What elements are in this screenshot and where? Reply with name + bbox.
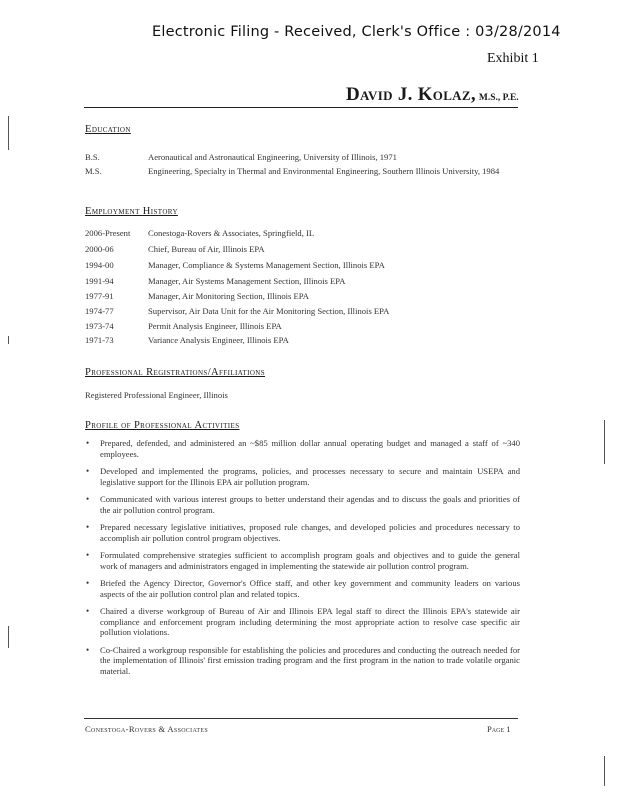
exhibit-label: Exhibit 1 <box>487 51 539 66</box>
employment-row <box>85 321 520 332</box>
employment-role: Variance Analysis Engineer, Illinois EPA <box>148 335 289 345</box>
bullet-icon: • <box>86 522 90 532</box>
employment-role: Chief, Bureau of Air, Illinois EPA <box>148 244 265 254</box>
list-item: • Communicated with various interest groups to better understand their agendas and to discuss the goals and priorities of the air pollution control program. <box>86 494 520 515</box>
employment-years: 1973-74 <box>85 321 114 331</box>
employment-row <box>85 244 520 255</box>
employment-row <box>85 260 520 271</box>
employment-role: Conestoga-Rovers & Associates, Springfield, IL <box>148 228 315 238</box>
list-item: • Formulated comprehensive strategies sufficient to accomplish program goals and objectives and to guide the general work of managers and administrators engaged in implementing the statewide air pollution control program. <box>86 550 520 571</box>
footer-company: Conestoga-Rovers & Associates <box>85 724 208 734</box>
profile-heading: Profile of Professional Activities <box>85 420 240 431</box>
employment-role: Manager, Compliance & Systems Management Section, Illinois EPA <box>148 260 385 270</box>
employment-years: 2006-Present <box>85 228 131 238</box>
list-item: • Developed and implemented the programs, policies, and processes necessary to secure and maintain USEPA and legislative support for the Illinois EPA air pollution program. <box>86 466 520 487</box>
page-number: Page 1 <box>487 724 511 734</box>
bullet-icon: • <box>86 466 90 476</box>
registrations-heading: Professional Registrations/Affiliations <box>85 367 266 378</box>
employment-role: Supervisor, Air Data Unit for the Air Monitoring Section, Illinois EPA <box>148 306 390 316</box>
bullet-icon: • <box>86 494 90 504</box>
list-item: • Prepared, defended, and administered an ~$85 million dollar annual operating budget and managed a staff of ~340 employees. <box>86 438 520 459</box>
degree-label: M.S. <box>85 166 102 176</box>
education-heading: Education <box>85 124 131 135</box>
employment-row <box>85 276 520 287</box>
employment-role: Manager, Air Monitoring Section, Illinois EPA <box>148 291 309 301</box>
list-item: • Briefed the Agency Director, Governor's Office staff, and other key government and community leaders on various aspects of the air pollution control plan and related topics. <box>86 578 520 599</box>
resume-header <box>346 84 519 106</box>
employment-role: Manager, Air Systems Management Section, Illinois EPA <box>148 276 346 286</box>
education-row <box>85 166 520 177</box>
list-item: • Co-Chaired a workgroup responsible for establishing the policies and procedures and conducting the outreach needed for the implementation of Illinois' first emission trading program and the first program in the nation to trade volatile organic material. <box>86 644 520 677</box>
employment-years: 1977-91 <box>85 291 114 301</box>
person-name: David J. Kolaz, <box>346 84 476 105</box>
activities-list <box>84 438 520 683</box>
employment-row <box>85 228 520 239</box>
bullet-icon: • <box>86 606 90 616</box>
list-item: • Prepared necessary legislative initiatives, proposed rule changes, and developed policies and procedures necessary to accomplish air pollution control program objectives. <box>86 522 520 543</box>
list-item: • Chaired a diverse workgroup of Bureau of Air and Illinois EPA legal staff to direct the Illinois EPA's statewide air compliance and enforcement program including determining the most appropriate action to resolve case specific air pollution violations. <box>86 606 520 638</box>
education-row <box>85 152 520 163</box>
employment-heading: Employment History <box>85 206 178 217</box>
scan-mark <box>8 626 9 648</box>
bullet-icon: • <box>86 438 90 448</box>
scan-mark <box>8 116 9 150</box>
bullet-icon: • <box>86 578 90 588</box>
employment-years: 2000-06 <box>85 244 114 254</box>
header-rule <box>84 107 518 108</box>
employment-row <box>85 335 520 346</box>
degree-detail: Engineering, Specialty in Thermal and Environmental Engineering, Southern Illinois University, 1984 <box>148 166 500 176</box>
scan-mark <box>604 420 605 464</box>
employment-row <box>85 306 520 317</box>
degree-detail: Aeronautical and Astronautical Engineering, University of Illinois, 1971 <box>148 152 397 162</box>
bullet-icon: • <box>86 644 90 655</box>
degree-label: B.S. <box>85 152 100 162</box>
scan-mark <box>8 336 9 344</box>
employment-years: 1971-73 <box>85 335 114 345</box>
employment-row <box>85 291 520 302</box>
employment-role: Permit Analysis Engineer, Illinois EPA <box>148 321 282 331</box>
bullet-icon: • <box>86 550 90 560</box>
footer-rule <box>84 718 518 719</box>
person-credentials: M.S., P.E. <box>478 93 519 103</box>
scan-mark <box>604 756 605 786</box>
employment-years: 1974-77 <box>85 306 114 316</box>
employment-years: 1994-00 <box>85 260 114 270</box>
employment-years: 1991-94 <box>85 276 114 286</box>
registrations-text: Registered Professional Engineer, Illinois <box>85 390 228 400</box>
file-stamp: Electronic Filing - Received, Clerk's Office : 03/28/2014 <box>152 24 561 40</box>
